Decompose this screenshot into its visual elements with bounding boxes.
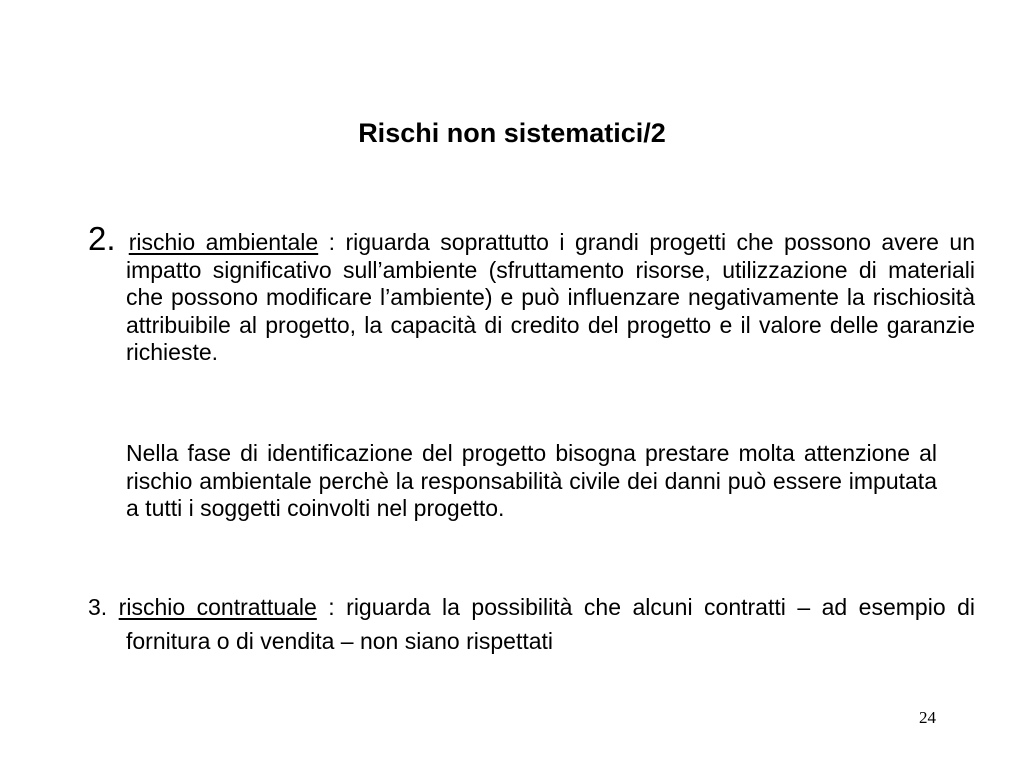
risk-item-contractual: [88, 590, 975, 658]
item-description: : riguarda soprattutto i grandi progetti che possono avere un impatto significativo sull’ambiente (sfruttamento risorse, utilizzazione di materiali che possono modificare l’ambiente) e può influenzare negativamente la rischiosità attribuibile al progetto, la capacità di credito del progetto e il valore delle garanzie richieste.: [126, 229, 975, 365]
page-number: 24: [919, 708, 936, 727]
slide-title: Rischi non sistematici/2: [358, 118, 666, 148]
item-term: rischio contrattuale: [118, 594, 317, 620]
environmental-note: Nella fase di identificazione del progetto bisogna prestare molta attenzione al rischio ambientale perchè la responsabilità civile dei danni può essere imputata a tutti i soggetti coinvolti nel progetto.: [126, 440, 937, 521]
item-number: 3.: [88, 594, 119, 620]
item-term: rischio ambientale: [128, 229, 319, 255]
risk-item-environmental: [88, 220, 975, 367]
item-description: : riguarda la possibilità che alcuni contratti – ad esempio di fornitura o di vendita – non siano rispettati: [126, 594, 975, 654]
item-number: 2.: [88, 220, 129, 257]
